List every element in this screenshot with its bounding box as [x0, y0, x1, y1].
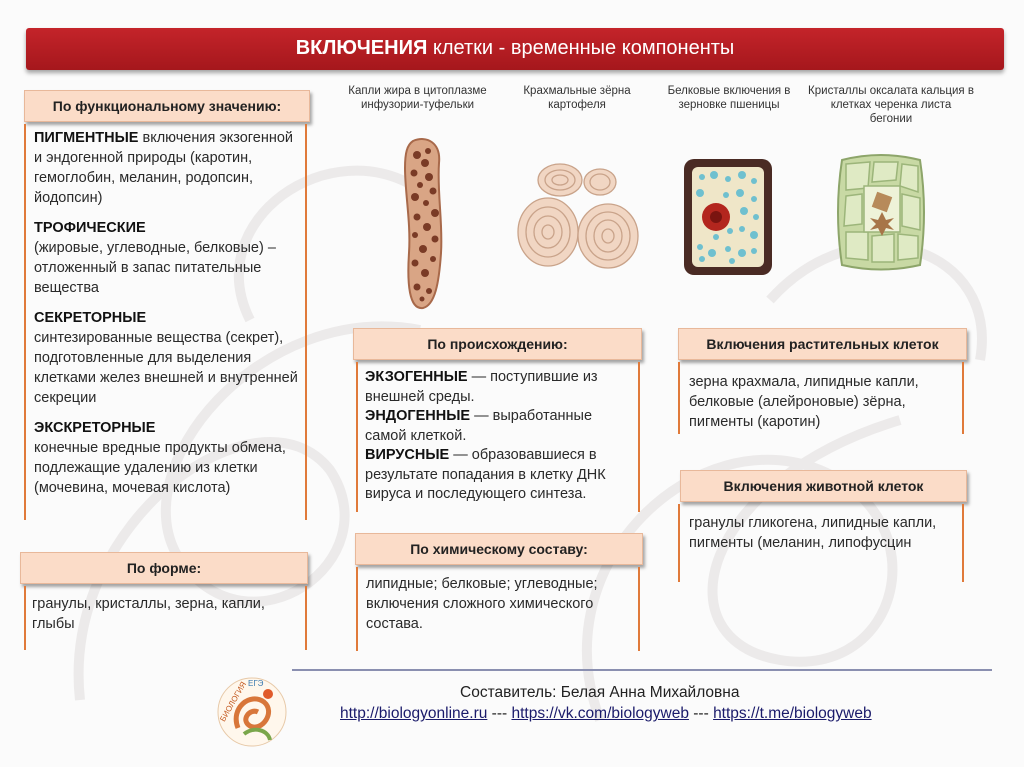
functional-item-trophic: ТРОФИЧЕСКИЕ (жировые, углеводные, белковые) – отложенный в запас питательные вещества [34, 220, 276, 296]
origin-list [365, 368, 627, 505]
chemical-text: липидные; белковые; углеводные; включения сложного химического состава. [366, 576, 598, 632]
caption-fat-drops: Капли жира в цитоплазме инфузории-туфельки [348, 85, 487, 111]
wheat-protein-cell-image [682, 157, 774, 277]
logo-title: БИОЛОГИЯ [218, 680, 249, 724]
footer-links: http://biologyonline.ru --- https://vk.com/biologyweb --- https://t.me/biologyweb [340, 705, 872, 722]
footer-divider [292, 669, 992, 671]
animal-rule-right [962, 504, 964, 582]
logo-subtitle: ЕГЭ [248, 679, 264, 688]
animal-text: гранулы гликогена, липидные капли, пигменты (меланин, липофусцин [689, 515, 937, 551]
functional-list [34, 128, 304, 508]
chemical-header: По химическому составу: [355, 533, 643, 565]
link-telegram[interactable]: https://t.me/biologyweb [713, 705, 872, 722]
chemical-rule-left [356, 567, 358, 651]
animal-rule-left [678, 504, 680, 582]
origin-rule-right [638, 362, 640, 512]
footer-author: Составитель: Белая Анна Михайловна [460, 684, 740, 701]
form-rule-left [24, 586, 26, 650]
page-title [26, 37, 1004, 60]
origin-item-exogenous: ЭКЗОГЕННЫЕ — поступившие из внешней среды. [365, 369, 598, 405]
title-bar [26, 28, 1004, 70]
plant-text: зерна крахмала, липидные капли, белковые (алейроновые) зёрна, пигменты (каротин) [689, 374, 919, 430]
title-bold: ВКЛЮЧЕНИЯ [295, 37, 428, 59]
potato-starch-image [512, 160, 642, 275]
functional-rule-right [305, 124, 307, 520]
paramecium-fat-drops-image [395, 133, 455, 313]
functional-item-pigment: ПИГМЕНТНЫЕ включения экзогенной и эндогенной природы (каротин, гемоглобин, меланин, родопсин, йодопсин) [34, 130, 294, 206]
link-biologyonline[interactable]: http://biologyonline.ru [340, 705, 488, 722]
form-header: По форме: [20, 552, 308, 584]
plant-rule-right [962, 362, 964, 434]
origin-rule-left [356, 362, 358, 512]
origin-item-viral: ВИРУСНЫЕ — образовавшиеся в результате попадания в клетку ДНК вируса и последующего синтеза. [365, 447, 606, 502]
functional-item-secretory: СЕКРЕТОРНЫЕ синтезированные вещества (секрет), подготовленные для выделения клетками желез внешней и внутренней секреции [34, 310, 298, 406]
origin-header: По происхождению: [353, 328, 642, 360]
plant-rule-left [678, 362, 680, 434]
functional-item-excretory: ЭКСКРЕТОРНЫЕ конечные вредные продукты обмена, подлежащие удалению из клетки (мочевина, мочевая кислота) [34, 420, 286, 496]
form-text: гранулы, кристаллы, зерна, капли, глыбы [32, 596, 265, 632]
origin-item-endogenous: ЭНДОГЕННЫЕ — выработанные самой клеткой. [365, 408, 593, 444]
functional-rule-left [24, 124, 26, 520]
chemical-rule-right [638, 567, 640, 651]
biology-logo [210, 668, 294, 752]
plant-header: Включения растительных клеток [678, 328, 967, 360]
caption-protein: Белковые включения в зерновке пшеницы [667, 85, 791, 111]
form-rule-right [305, 586, 307, 650]
functional-header: По функциональному значению: [24, 90, 310, 122]
animal-header: Включения животной клеток [680, 470, 967, 502]
link-vk[interactable]: https://vk.com/biologyweb [511, 705, 689, 722]
caption-starch: Крахмальные зёрна картофеля [523, 85, 631, 111]
title-rest: клетки - временные компоненты [432, 37, 735, 59]
begonia-crystals-image [832, 150, 930, 275]
caption-crystals: Кристаллы оксалата кальция в клетках черенка листа бегонии [808, 85, 974, 125]
